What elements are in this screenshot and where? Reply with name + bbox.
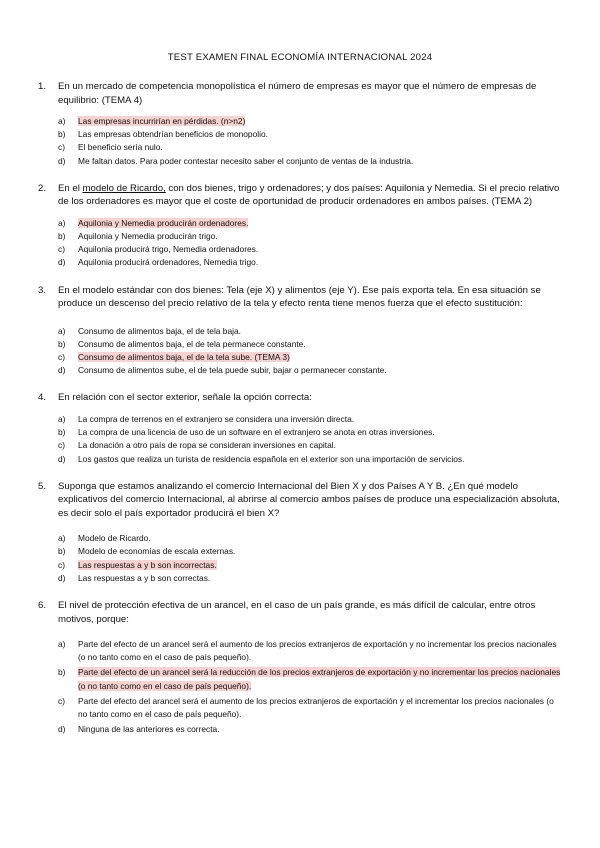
question-text: Suponga que estamos analizando el comercio Internacional del Bien X y dos Países A Y B. ¿En qué modelo explicativos del comercio Internacional, al abrirse al comercio ambos países de produce una especialización absoluta, es decir solo el país exportador producirá el bien X? <box>58 480 560 519</box>
option-item <box>58 230 562 243</box>
option-text: Aquilonia producirá ordenadores, Nemedia trigo. <box>78 257 259 268</box>
option-letter: a) <box>58 639 66 650</box>
option-item <box>58 256 562 269</box>
question-number: 4. <box>38 392 47 404</box>
option-item <box>58 155 562 168</box>
option-text: Parte del efecto del arancel será el aumento de los precios extranjeros de exportación y el incrementar los precios nacionales (o no tanto como en el caso de país pequeño). <box>78 695 554 720</box>
question-5 <box>38 480 562 585</box>
option-text: La compra de una licencia de uso de un software en el extranjero se anota en otras inversiones. <box>78 427 435 438</box>
option-letter: d) <box>58 572 66 583</box>
option-item <box>58 351 562 364</box>
option-letter: d) <box>58 257 66 268</box>
option-text: La donación a otro país de ropa se consideran inversiones en capital. <box>78 440 336 451</box>
option-item <box>58 559 562 572</box>
option-item <box>58 217 562 230</box>
option-item <box>58 413 562 426</box>
option-item <box>58 338 562 351</box>
question-text-pre: En el <box>58 182 83 194</box>
option-item <box>58 115 562 128</box>
question-text-underlined: modelo de Ricardo, <box>82 182 166 194</box>
question-6 <box>38 599 562 736</box>
option-item <box>58 532 562 545</box>
options-list <box>58 413 562 466</box>
option-text: Consumo de alimentos baja, el de tela permanece constante. <box>78 338 306 349</box>
option-item <box>58 325 562 338</box>
option-text: La compra de terrenos en el extranjero se considera una inversión directa. <box>78 413 355 424</box>
option-text: Parte del efecto de un arancel será la reducción de los precios extranjeros de exportación y no incrementar los precios nacionales (o no tanto como en el caso de país pequeño). <box>78 667 561 691</box>
option-letter: a) <box>58 413 66 424</box>
option-item <box>58 572 562 585</box>
option-text: Las empresas incurrirían en pérdidas. (n>n2) <box>78 116 246 126</box>
option-text: Las respuestas a y b son incorrectas. <box>78 559 217 570</box>
question-3 <box>38 284 562 378</box>
option-item <box>58 666 562 692</box>
option-letter: c) <box>58 695 65 706</box>
option-text: El beneficio sería nulo. <box>78 142 163 153</box>
option-letter: d) <box>58 724 66 735</box>
option-text: Aquilonia y Nemedia producirán ordenadores. <box>78 217 249 228</box>
option-text: Modelo de economías de escala externas. <box>78 546 236 557</box>
question-number: 1. <box>38 81 47 92</box>
option-text: Modelo de Ricardo. <box>78 533 151 544</box>
option-letter: a) <box>58 533 66 544</box>
option-text: Parte del efecto de un arancel será el aumento de los precios extranjeros de exportación y no incrementar los precios nacionales (o no tanto como en el caso de país pequeño). <box>78 639 557 663</box>
question-text <box>58 182 562 209</box>
option-item <box>58 453 562 466</box>
option-item <box>58 545 562 558</box>
option-item <box>58 141 562 154</box>
option-letter: d) <box>58 453 66 464</box>
option-letter: c) <box>58 244 65 255</box>
option-letter: d) <box>58 155 66 166</box>
option-text: Consumo de alimentos baja, el de la tela sube. (TEMA 3) <box>78 352 290 363</box>
options-list <box>58 638 562 736</box>
option-letter: b) <box>58 129 66 140</box>
option-text: Aquilonia producirá trigo, Nemedia ordenadores. <box>78 244 259 255</box>
question-4 <box>38 391 562 465</box>
option-text: Los gastos que realiza un turista de residencia española en el exterior son una importación de servicios. <box>78 453 465 464</box>
option-letter: b) <box>58 667 66 678</box>
option-text: Consumo de alimentos sube, el de tela puede subir, bajar o permanecer constante. <box>78 365 387 376</box>
option-letter: c) <box>58 142 65 153</box>
option-letter: b) <box>58 338 66 349</box>
option-item <box>58 695 562 721</box>
document-title: TEST EXAMEN FINAL ECONOMÍA INTERNACIONAL 2024 <box>167 52 433 63</box>
question-1 <box>38 80 562 168</box>
option-letter: c) <box>58 352 65 363</box>
option-letter: b) <box>58 231 66 242</box>
option-letter: a) <box>58 116 66 126</box>
question-number: 2. <box>38 182 47 194</box>
option-item <box>58 364 562 377</box>
question-2 <box>38 182 562 270</box>
option-text: Consumo de alimentos baja, el de tela baja. <box>78 325 241 336</box>
option-letter: b) <box>58 427 66 438</box>
option-item <box>58 128 562 141</box>
options-list <box>58 532 562 585</box>
options-list <box>58 325 562 378</box>
option-item <box>58 638 562 664</box>
option-letter: d) <box>58 365 66 376</box>
question-text-post: con dos bienes, trigo y ordenadores; y dos países: Aquilonia y Nemedia. Si el precio relativo de los ordenadores es mayor que el coste de oportunidad de producir ordenadores en ambos países. (TEMA 2) <box>58 182 560 208</box>
option-letter: b) <box>58 546 66 557</box>
options-list <box>58 217 562 270</box>
question-number: 5. <box>38 480 47 492</box>
question-text: En relación con el sector exterior, señale la opción correcta: <box>58 392 312 404</box>
question-text: El nivel de protección efectiva de un arancel, en el caso de un país grande, es más difícil de calcular, entre otros motivos, porque: <box>58 600 536 625</box>
option-item <box>58 723 562 736</box>
option-item <box>58 243 562 256</box>
option-text: Las empresas obtendrían beneficios de monopolio. <box>78 129 268 140</box>
option-letter: a) <box>58 217 66 228</box>
option-item <box>58 426 562 439</box>
option-letter: a) <box>58 325 66 336</box>
question-text: En el modelo estándar con dos bienes: Tela (eje X) y alimentos (eje Y). Ese país exporta tela. En esa situación se produce un descenso del precio relativo de la tela y efecto renta tiene menos fuerza que el efecto sustitución: <box>58 284 541 310</box>
question-number: 6. <box>38 600 47 612</box>
question-number: 3. <box>38 284 47 296</box>
option-item <box>58 439 562 452</box>
option-letter: c) <box>58 559 65 570</box>
option-text: Aquilonia y Nemedia producirán trigo. <box>78 231 218 242</box>
option-letter: c) <box>58 440 65 451</box>
question-text: En un mercado de competencia monopolística el número de empresas es mayor que el número de empresas de equilibrio: (TEMA 4) <box>58 81 537 106</box>
option-text: Las respuestas a y b son correctas. <box>78 572 211 583</box>
option-text: Ninguna de las anteriores es correcta. <box>78 724 220 735</box>
options-list <box>58 115 562 168</box>
option-text: Me faltan datos. Para poder contestar necesito saber el conjunto de ventas de la industria. <box>78 155 414 166</box>
